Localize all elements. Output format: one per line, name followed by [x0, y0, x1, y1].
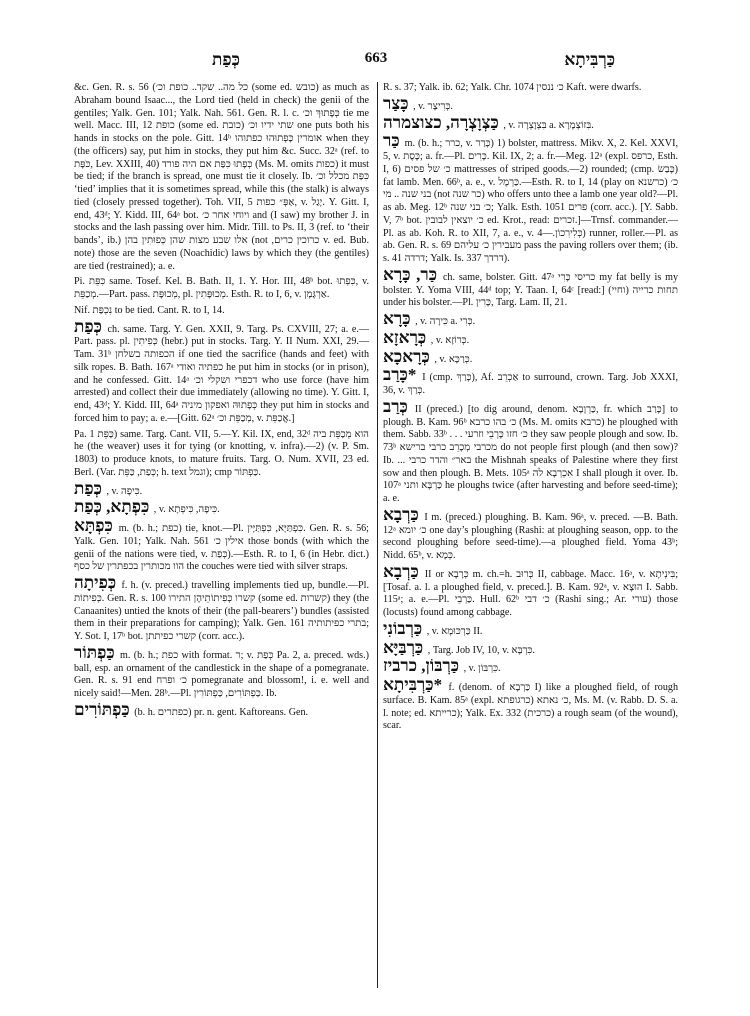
entry-text: , v. כִּירָה a. כְּרִי.	[415, 316, 476, 327]
entry-text: f. (denom. of כַּרְבָא I) like a ploughed field, of rough surface. B. Kam. 85ᵃ (expl. כ׳ נאתא (כרגופתא, Ms. M. (v. Rabb. D. S. a. l. note; ed. כרייתא); Yalk. Ex. 332 (כרכית) a rough seam (of the wound), scar.	[383, 682, 678, 732]
entry-headword: כְּפַת	[74, 478, 102, 498]
dictionary-entry	[383, 365, 678, 398]
dictionary-entry	[383, 309, 678, 329]
entry-headword: כְּרָאזָא	[383, 327, 427, 347]
column-divider	[377, 82, 378, 988]
dictionary-entry	[74, 82, 369, 273]
entry-headword: כַּפְתּוֹרִים	[74, 699, 130, 719]
dictionary-entry	[383, 656, 678, 676]
entry-text: &c. Gen. R. s. 56 (כל מה.. שקד.. כופת וכ׳ (some ed. כובש) as much as Abraham bound Isaac..., the Lord tied (held in check) the genii of the gentiles; Yalk. Gen. 101; Yalk. Nah. 561. Gen. R. l. c. כְּפָתוּךְ וכ׳ tie me well. Macc. III, 12 כופת (some ed. כובת) שתי ידיו וכ׳ one puts both his hands in stocks on the pole. Gitt. 14ᵇ אומרין כָּפְתוּהוּ כפתוהו when they (the officers) say, put him in stocks, they put him &c. Succ. 32ᵃ (ref. to כֹּפָּת, Lev. XXIII, 40) כְּפָתוּ כִּפַּת אם היה פורד (Ms. M. omits כפות) it must be tied; if the branch is spread, one must tie it closely. Ib. כִּפַּת מכלל וכ׳ ‘tied’ implies that it is sometimes spread, while this (the stalk) is always tied (closely pressed together). Toh. VII, 5 אַפְּ״ כפות, v. יָגַל. Y. Gitt. I, end, 43ᵈ; Y. Kidd. III, 64ᵃ bot. ויוחי אחר כ׳ and (I saw) my brother J. in stocks and the lash passing over him. Midr. Till. to Ps. II, 3 (ref. to ‘their bands’, ib.) אלו שבע מצות שהן כְּפוּתִין בהן (not ,כרוכין כרים v. ed. Bub. note) those are the seven (Noachidic) laws by which they (the gentiles) are tied (restrained); a. e.	[74, 82, 369, 272]
entry-headword: כַּר	[383, 131, 400, 151]
running-headword-right: כַּרְבִּיתָא	[564, 50, 615, 69]
entry-text: , v. כַּרְכּוּמָא II.	[426, 625, 483, 637]
dictionary-entry	[74, 573, 369, 644]
entry-text: R. s. 37; Yalk. ib. 62; Yalk. Chr. 1074 כ׳ ננסין Kaft. were dwarfs.	[383, 82, 642, 93]
entry-text: (b. h. כפתרים) pr. n. gent. Kaftoreans. Gen.	[134, 706, 309, 718]
entry-headword: כַּרְבַּיָּא	[383, 637, 424, 657]
entry-headword: כָּרָא	[383, 309, 411, 328]
entry-text: ch. same. Targ. Y. Gen. XXII, 9. Targ. Ps. CXVIII, 27; a. e.—Part. pass. pl. כְּפִיתִין (hebr.) put in stocks. Targ. Y. II Num. XXI, 29.—Tam. 31ᵇ הכפותה בשלחן if one tied the sacrifice (hands and feet) with silk ropes. B. Bath. 167ᵃ כפתיה ואודי he put him in stocks (or in prison), and he confessed. Gitt. 14ᵃ דכפרי ושקלי וכ׳ who use force (have him arrested) and collect their due immediately (allowing no time). Y. Gitt. I, end, 43ᵈ; Y. Kidd. III, 64ᵃ כְּפָתוּהּ ואפקון מיניה they put him in stocks and forced him to pay; a. e.—[Gitt. 62ᵃ מְכַפֵּת וכ׳, v. אֲכַפֵּת.]	[74, 323, 369, 424]
entry-headword: כִּפְתָּא	[74, 516, 113, 535]
entry-headword: כַּרְבָא	[383, 504, 419, 524]
dictionary-entry	[383, 112, 678, 133]
page-number: 663	[364, 50, 388, 66]
entry-headword: כַּר, כָּרָא	[383, 264, 438, 284]
entry-headword: *כַּרְבִּיתָא	[383, 675, 443, 694]
entry-headword: *כָּרַב	[383, 365, 417, 385]
dictionary-entry	[383, 93, 678, 114]
entry-text: , v. כְּרוֹזָא.	[430, 334, 470, 346]
dictionary-entry	[74, 305, 369, 318]
left-column	[74, 82, 369, 990]
entry-headword: כַּפְתּוֹר	[74, 642, 115, 662]
entry-text: m. (b. h.; כפת) tie, knot.—Pl. כִּפְתַּיָּא, כִּפְתַּיָּין. Gen. R. s. 56; Yalk. Gen. 101; Yalk. Nah. 561 אילין כ׳ those bonds (with which the genii of the nations were tied, v. כְּפַת).—Esth. R. to I, 6 (in Hebr. dict.) הוו מכותרין בכפתרין של כסף the couches were tied with silver straps.	[74, 523, 369, 573]
entry-text: Nif. נִכְפַּת to be tied. Cant. R. to I, 14.	[74, 304, 225, 316]
entry-text: , v. כְּרִיצָר.	[413, 100, 453, 112]
dictionary-entry	[383, 618, 678, 639]
entry-text: , v. כִּיפָה.	[106, 485, 143, 497]
entry-headword: כְּפַת	[74, 316, 102, 336]
dictionary-entry	[74, 699, 369, 720]
dictionary-entry	[383, 327, 678, 348]
entry-headword: כִּפְתָא, כְּפַת	[74, 497, 150, 517]
dictionary-entry	[383, 504, 678, 563]
dictionary-entry	[383, 82, 678, 95]
dictionary-entry	[383, 561, 678, 620]
entry-text: Pi. כִּפֵּת same. Tosef. Kel. B. Bath. II, 1. Y. Hor. III, 48ᵇ bot. כִּפְתוּ, v. מְכַפֵּת.—Part. pass. מְכוּפָּת, pl. מְכוּפָּתִין. Esth. R. to I, 6, v. אַרְגָּמָן.	[74, 276, 369, 300]
dictionary-entry	[383, 131, 678, 266]
entry-headword: כְּרָאכָא	[383, 346, 430, 366]
dictionary-entry	[383, 637, 678, 658]
entry-text: , v. כִּיפָה, כִּיפְתָא.	[153, 504, 220, 516]
page-header	[72, 50, 680, 72]
dictionary-entry	[383, 346, 678, 367]
dictionary-entry	[74, 478, 369, 499]
entry-text: f. h. (v. preced.) travelling implements tied up, bundle.—Pl. כְּפִיתוֹת. Gen. R. s. 100 קשרו כְּפִיתוֹתֵיהֶן התירו (some ed. קשרות) they (the Canaanites) untied the knots of their (the pall-bearers’) bundles (assisted them in their preparations for camping); Yalk. Gen. 161 בתרי כפיתותיה; Y. Sot. I, 17ᵇ bot. קשרי כפיתתן (corr. acc.).	[74, 580, 369, 642]
entry-text: , Targ. Job IV, 10, v. כִּרְבָּא.	[427, 644, 535, 656]
entry-text: , v. כְּרַכָּא.	[434, 353, 473, 365]
entry-text: , v. כִּרְבּוֹן.	[463, 663, 501, 675]
entry-headword: כַּרְבּוֹן, כרביז	[383, 656, 460, 676]
entry-text: II or כְּרָבָא m. ch.=h. כְּרוּב II, cabbage. Macc. 16ᵃ, v. בִּינְיתָא; [Tosaf. a. l. a ploughed field, v. preced.]. B. Kam. 92ᵃ, v. הוּצָא I. Sabb. 115ᵃ; a. e.—Pl. כַּרְבֵי. Hull. 62ᵇ כ׳ דבי (Rashi sing.; Ar. עורי) those (locusts) found among cabbage.	[383, 568, 678, 618]
dictionary-entry	[383, 264, 678, 310]
dictionary-entry	[74, 516, 369, 574]
dictionary-entry	[74, 276, 369, 302]
entry-text: I m. (preced.) ploughing. B. Kam. 96ᵃ, v. preced. —B. Bath. 12ᵃ כ׳ יומא one day’s ploughing (Rashi: at ploughing season, opp. to the second ploughing before seed-time).—a ploughed field. Yoma 43ᵇ; Nidd. 65ᵇ, v. כְּמָא.	[383, 511, 678, 561]
dictionary-entry	[74, 429, 369, 480]
dictionary-entry	[383, 675, 678, 733]
entry-text: II (preced.) [to dig around, denom. כַּרְוָבָא, fr. which כָּרַב] to plough. B. Kam. 96ᵇ כ׳ בהו כרבא (Ms. M. omits כרבא) he ploughed with them. Sabb. 33ᵇ . . . כ׳ חזו כָּרְבֵי וזרעי they saw people plough and sow. Ib. 73ᵇ מכרבי מְכָרֵב כרבי ברישא do not people first plough (and then sow)? Ib. ... באר״ והדר כרבי the Mishnah speaks of Palestine where they first sow and then plough. B. Mets. 105ᵃ אִכְרְבָא לה I shall plough it over. Ib. 107ᵃ כַּרְבָּא ותני he ploughs twice (after harvesting and before seed-time); a. e.	[383, 403, 678, 504]
entry-headword: כַּרְבוֹנִי	[383, 618, 423, 638]
dictionary-entry	[74, 497, 369, 517]
entry-headword: כְּפִיתָה	[74, 573, 117, 592]
entry-text: m. (b. h.; כפת with format. ר; v. כְּפַת Pa. 2, a. preced. wds.) ball, esp. an ornament of the candlestick in the shape of a pomegranate. Gen. R. s. 91 end כ׳ ופרח pomegranate and blossom!, i. e. well and nicely said!—Men. 28ᵇ.—Pl. כַּפְתּוֹרִים, כַּפְתּוֹרִין. Ib.	[74, 649, 369, 699]
entry-text: I (cmp. כָּרַךְ), Af. אַכְרֵב to surround, crown. Targ. Job XXXI, 36, v. כְּרַךְ.	[383, 372, 678, 396]
entry-text: ch. same, bolster. Gitt. 47ᵃ כריסי כָּרִי my fat belly is my bolster. Y. Yoma VIII, 44ᵈ top; Y. Taan. I, 64ᶜ [read:] (תחות כרייה (וחיי under his bolster.—Pl. כָּרִין, Targ. Lam. II, 21.	[383, 271, 678, 309]
entry-text: , v. בִּצְוָצְרָה a. בִּזוֹצְמָרָא.	[503, 119, 594, 131]
running-headword-left: כְּפַת	[212, 50, 240, 69]
entry-text: Pa. כַּפֵּת 1) same. Targ. Cant. VII, 5.—Y. Kil. IX, end, 32ᵈ הוא מְכַפֵּת ביה he (the weaver) uses it for tying (or knotting, v. infra).—2) (v. P. Sm. 1803) to produce knots, to mature fruits. Targ. O. Num. XVII, 23 ed. Berl. (Var. כְּפַת, כַּפֵּת; h. text וגמל); cmp כַּפְתּוֹר.	[74, 428, 369, 478]
entry-headword: כְּרַב	[383, 396, 408, 416]
dictionary-entry	[383, 396, 678, 506]
entry-headword: כַּרְבָא	[383, 561, 419, 581]
entry-headword: כָּצַר	[383, 93, 409, 113]
entry-text: m. (b. h.; כרר, v. כָּרַר) 1) bolster, mattress. Mikv. X, 2. Kel. XXVI, 5, v. כֶּסֶת; a. fr.—Pl. כָּרִים. Kil. IX, 2; a. fr.—Meg. 12ᵃ (expl. כרפס, Esth. I, 6) כ׳ של פסים mattresses of striped goods.—2) rounded; (cmp. כָּבַשׂ) fat lamb. Men. 66ᵇ, a. e., v. כַּרְמֶל.—Esth. R. to I, 14 (play on כרשנא) כ׳ בני שנה .. מי (not כר שנה) who offers unto thee a lamb one year old?—Pl. as ab. Meg. 12ᵇ כ׳ בני שנה; Yalk. Esth. 1051 פרים (corr. acc.). [Y. Sabb. V, 7ᵇ bot. כ׳ יוצאין לבובין ed. Krot., read: זכרים.]—Trnsf. commander.—Pl. as ab. Koh. R. to XII, 7, a. e., v. כְּלִירִכוֹן.—4) runner, roller.—Pl. as ab. Gen. R. s. 69 מעבירין כ׳ עליהם pass the paving rollers over them; (ib. s. 41 דרדה; Yalk. Is. 337 דרדך).	[383, 138, 678, 264]
right-column	[383, 82, 678, 990]
dictionary-entry	[74, 316, 369, 426]
dictionary-entry	[74, 642, 369, 701]
entry-headword: כַּצְוָצְרָה, כצוצמרה	[383, 112, 499, 132]
